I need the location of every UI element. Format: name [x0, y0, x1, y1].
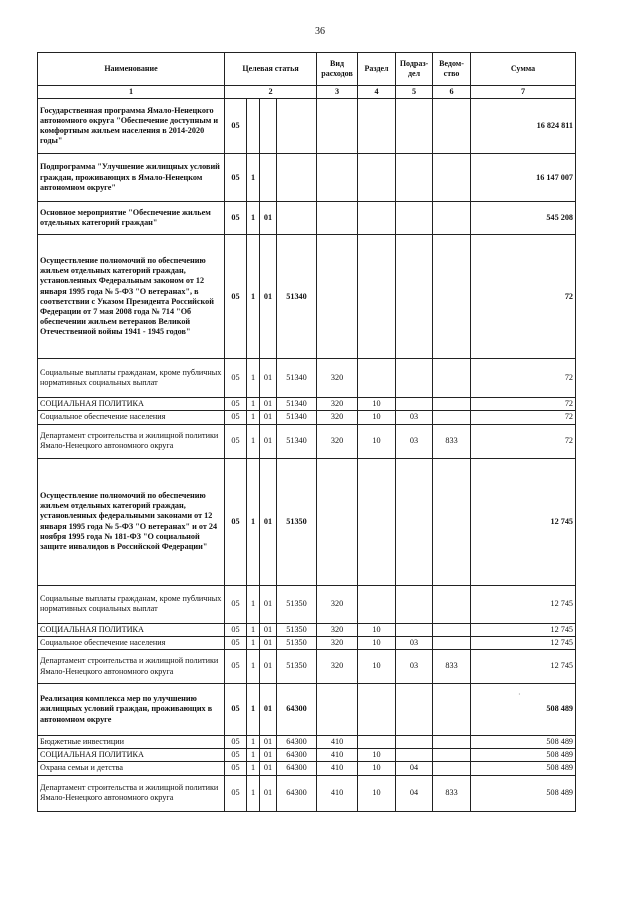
target-code-direction	[277, 202, 317, 235]
target-code-direction: 64300	[277, 762, 317, 775]
table-row	[38, 623, 576, 636]
col-number: 4	[358, 86, 396, 99]
section: 10	[358, 650, 396, 684]
page-number: 36	[315, 26, 325, 37]
department	[433, 154, 471, 202]
amount: 12 745	[471, 636, 576, 649]
target-code-subprogram: 1	[247, 684, 260, 736]
row-name: Охрана семьи и детства	[38, 762, 225, 775]
target-code-direction: 51340	[277, 424, 317, 458]
target-code-event: 01	[260, 736, 277, 749]
target-code-event: 01	[260, 398, 277, 411]
department	[433, 636, 471, 649]
target-code-event: 01	[260, 623, 277, 636]
table-row	[38, 398, 576, 411]
target-code-event: 01	[260, 585, 277, 623]
subsection	[396, 458, 433, 585]
subsection	[396, 398, 433, 411]
table-row	[38, 411, 576, 424]
table-row	[38, 736, 576, 749]
department	[433, 736, 471, 749]
target-code-program: 05	[225, 636, 247, 649]
table-row	[38, 154, 576, 202]
row-name: Социальное обеспечение населения	[38, 411, 225, 424]
target-code-subprogram: 1	[247, 411, 260, 424]
target-code-program: 05	[225, 458, 247, 585]
section: 10	[358, 424, 396, 458]
target-code-direction: 51340	[277, 235, 317, 359]
row-name: Осуществление полномочий по обеспечению жильем отдельных категорий граждан, установленных федеральными законами от 12 января 1995 года № 5-ФЗ "О ветеранах" и от 24 ноября 1995 года № 181-ФЗ "О социальной защите инвалидов в Российской Федерации"	[38, 458, 225, 585]
target-code-direction: 51340	[277, 411, 317, 424]
target-code-subprogram: 1	[247, 650, 260, 684]
target-code-event	[260, 99, 277, 154]
subsection: 03	[396, 424, 433, 458]
target-code-subprogram: 1	[247, 154, 260, 202]
expense-type: 320	[317, 623, 358, 636]
section: 10	[358, 775, 396, 811]
expense-type	[317, 99, 358, 154]
target-code-program: 05	[225, 762, 247, 775]
target-code-event: 01	[260, 650, 277, 684]
row-name: СОЦИАЛЬНАЯ ПОЛИТИКА	[38, 749, 225, 762]
subsection: 03	[396, 650, 433, 684]
table-row	[38, 235, 576, 359]
row-name: Департамент строительства и жилищной политики Ямало-Ненецкого автономного округа	[38, 775, 225, 811]
subsection	[396, 359, 433, 398]
expense-type: 320	[317, 424, 358, 458]
amount: 16 824 811	[471, 99, 576, 154]
department	[433, 458, 471, 585]
amount: 72	[471, 235, 576, 359]
amount: 72	[471, 359, 576, 398]
target-code-subprogram: 1	[247, 398, 260, 411]
expense-type: 320	[317, 650, 358, 684]
row-name: СОЦИАЛЬНАЯ ПОЛИТИКА	[38, 623, 225, 636]
subsection	[396, 749, 433, 762]
subsection	[396, 202, 433, 235]
target-code-program: 05	[225, 684, 247, 736]
expense-type	[317, 458, 358, 585]
row-name: Осуществление полномочий по обеспечению жильем отдельных категорий граждан, установленных Федеральным законом от 12 января 1995 года № 5-ФЗ "О ветеранах", в соответствии с Указом Президента Российской Федерации от 7 мая 2008 года № 714 "Об обеспечении жильем ветеранов Великой Отечественной войны 1941 - 1945 годов"	[38, 235, 225, 359]
section: 10	[358, 411, 396, 424]
table-row	[38, 650, 576, 684]
expense-type: 410	[317, 749, 358, 762]
target-code-event: 01	[260, 684, 277, 736]
target-code-subprogram: 1	[247, 235, 260, 359]
target-code-event: 01	[260, 411, 277, 424]
amount: 508 489	[471, 775, 576, 811]
table-row	[38, 585, 576, 623]
amount: 508 489	[471, 736, 576, 749]
target-code-direction: 64300	[277, 684, 317, 736]
target-code-event: 01	[260, 749, 277, 762]
department	[433, 749, 471, 762]
table-row	[38, 202, 576, 235]
row-name: Социальные выплаты гражданам, кроме публичных нормативных социальных выплат	[38, 359, 225, 398]
section	[358, 359, 396, 398]
subsection	[396, 154, 433, 202]
target-code-event: 01	[260, 202, 277, 235]
target-code-direction: 51340	[277, 398, 317, 411]
expense-type: 410	[317, 736, 358, 749]
amount: 72	[471, 424, 576, 458]
subsection	[396, 99, 433, 154]
target-code-program: 05	[225, 585, 247, 623]
section: 10	[358, 762, 396, 775]
section	[358, 154, 396, 202]
section	[358, 458, 396, 585]
table-row	[38, 636, 576, 649]
target-code-program: 05	[225, 235, 247, 359]
header-target: Целевая статья	[225, 53, 317, 86]
target-code-program: 05	[225, 411, 247, 424]
target-code-event: 01	[260, 359, 277, 398]
target-code-subprogram: 1	[247, 202, 260, 235]
target-code-program: 05	[225, 424, 247, 458]
header-section: Раздел	[358, 53, 396, 86]
target-code-direction: 64300	[277, 736, 317, 749]
row-name: Основное мероприятие "Обеспечение жильем отдельных категорий граждан"	[38, 202, 225, 235]
department	[433, 99, 471, 154]
subsection: 03	[396, 411, 433, 424]
target-code-program: 05	[225, 650, 247, 684]
amount: 508 489	[471, 749, 576, 762]
target-code-direction	[277, 99, 317, 154]
target-code-subprogram: 1	[247, 585, 260, 623]
department: 833	[433, 424, 471, 458]
target-code-subprogram: 1	[247, 775, 260, 811]
header-sum: Сумма	[471, 53, 576, 86]
col-number: 7	[471, 86, 576, 99]
target-code-event: 01	[260, 424, 277, 458]
department	[433, 202, 471, 235]
target-code-event	[260, 154, 277, 202]
scan-mark: ·	[518, 690, 521, 699]
department	[433, 585, 471, 623]
subsection: 04	[396, 775, 433, 811]
target-code-direction: 51350	[277, 585, 317, 623]
expense-type	[317, 684, 358, 736]
expense-type: 320	[317, 636, 358, 649]
col-number: 6	[433, 86, 471, 99]
expense-type: 320	[317, 411, 358, 424]
target-code-subprogram: 1	[247, 623, 260, 636]
row-name: Департамент строительства и жилищной политики Ямало-Ненецкого автономного округа	[38, 424, 225, 458]
target-code-direction: 64300	[277, 749, 317, 762]
table-row	[38, 762, 576, 775]
target-code-subprogram: 1	[247, 636, 260, 649]
target-code-direction	[277, 154, 317, 202]
expense-type	[317, 202, 358, 235]
amount: 545 208	[471, 202, 576, 235]
department	[433, 235, 471, 359]
amount: 12 745	[471, 585, 576, 623]
table-row	[38, 424, 576, 458]
target-code-event: 01	[260, 235, 277, 359]
table-row	[38, 458, 576, 585]
subsection	[396, 623, 433, 636]
section	[358, 235, 396, 359]
target-code-subprogram: 1	[247, 424, 260, 458]
row-name: Социальные выплаты гражданам, кроме публичных нормативных социальных выплат	[38, 585, 225, 623]
target-code-program: 05	[225, 202, 247, 235]
budget-table	[37, 52, 576, 812]
row-name: СОЦИАЛЬНАЯ ПОЛИТИКА	[38, 398, 225, 411]
target-code-program: 05	[225, 154, 247, 202]
header-exp-type: Вид расходов	[317, 53, 358, 86]
table-row	[38, 359, 576, 398]
expense-type: 410	[317, 775, 358, 811]
expense-type: 410	[317, 762, 358, 775]
subsection	[396, 736, 433, 749]
amount: 12 745	[471, 650, 576, 684]
target-code-program: 05	[225, 99, 247, 154]
target-code-program: 05	[225, 398, 247, 411]
target-code-program: 05	[225, 749, 247, 762]
target-code-subprogram: 1	[247, 762, 260, 775]
section	[358, 684, 396, 736]
target-code-program: 05	[225, 775, 247, 811]
target-code-direction: 64300	[277, 775, 317, 811]
col-number: 3	[317, 86, 358, 99]
subsection	[396, 235, 433, 359]
department	[433, 398, 471, 411]
section	[358, 202, 396, 235]
subsection: 03	[396, 636, 433, 649]
target-code-event: 01	[260, 636, 277, 649]
subsection	[396, 684, 433, 736]
subsection: 04	[396, 762, 433, 775]
department	[433, 762, 471, 775]
col-number: 1	[38, 86, 225, 99]
expense-type	[317, 154, 358, 202]
section: 10	[358, 749, 396, 762]
amount: 16 147 007	[471, 154, 576, 202]
target-code-event: 01	[260, 762, 277, 775]
row-name: Социальное обеспечение населения	[38, 636, 225, 649]
department	[433, 359, 471, 398]
target-code-event: 01	[260, 458, 277, 585]
row-name: Департамент строительства и жилищной политики Ямало-Ненецкого автономного округа	[38, 650, 225, 684]
department	[433, 411, 471, 424]
target-code-program: 05	[225, 623, 247, 636]
section: 10	[358, 636, 396, 649]
row-name: Подпрограмма "Улучшение жилищных условий граждан, проживающих в Ямало-Ненецком автономном округе"	[38, 154, 225, 202]
header-subsection: Подраз-дел	[396, 53, 433, 86]
department	[433, 623, 471, 636]
target-code-program: 05	[225, 736, 247, 749]
target-code-program: 05	[225, 359, 247, 398]
header-dept: Ведом-ство	[433, 53, 471, 86]
target-code-subprogram: 1	[247, 736, 260, 749]
target-code-direction: 51340	[277, 359, 317, 398]
table-row	[38, 99, 576, 154]
target-code-direction: 51350	[277, 636, 317, 649]
department	[433, 684, 471, 736]
amount: 72	[471, 398, 576, 411]
row-name: Государственная программа Ямало-Ненецкого автономного округа "Обеспечение доступным и комфортным жильем населения в 2014-2020 годы"	[38, 99, 225, 154]
section	[358, 585, 396, 623]
row-name: Бюджетные инвестиции	[38, 736, 225, 749]
target-code-event: 01	[260, 775, 277, 811]
subsection	[396, 585, 433, 623]
target-code-direction: 51350	[277, 623, 317, 636]
expense-type	[317, 235, 358, 359]
col-number: 2	[225, 86, 317, 99]
table-row	[38, 775, 576, 811]
target-code-direction: 51350	[277, 458, 317, 585]
table-row	[38, 684, 576, 736]
target-code-subprogram: 1	[247, 458, 260, 585]
row-name: Реализация комплекса мер по улучшению жилищных условий граждан, проживающих в автономном округе	[38, 684, 225, 736]
amount: 12 745	[471, 458, 576, 585]
amount: 508 489	[471, 762, 576, 775]
expense-type: 320	[317, 359, 358, 398]
target-code-direction: 51350	[277, 650, 317, 684]
section	[358, 736, 396, 749]
target-code-subprogram	[247, 99, 260, 154]
target-code-subprogram: 1	[247, 359, 260, 398]
section: 10	[358, 398, 396, 411]
expense-type: 320	[317, 398, 358, 411]
department: 833	[433, 650, 471, 684]
amount: 72	[471, 411, 576, 424]
section	[358, 99, 396, 154]
amount: 508 489	[471, 684, 576, 736]
target-code-subprogram: 1	[247, 749, 260, 762]
department: 833	[433, 775, 471, 811]
table-row	[38, 749, 576, 762]
col-number: 5	[396, 86, 433, 99]
section: 10	[358, 623, 396, 636]
expense-type: 320	[317, 585, 358, 623]
amount: 12 745	[471, 623, 576, 636]
header-name: Наименование	[38, 53, 225, 86]
